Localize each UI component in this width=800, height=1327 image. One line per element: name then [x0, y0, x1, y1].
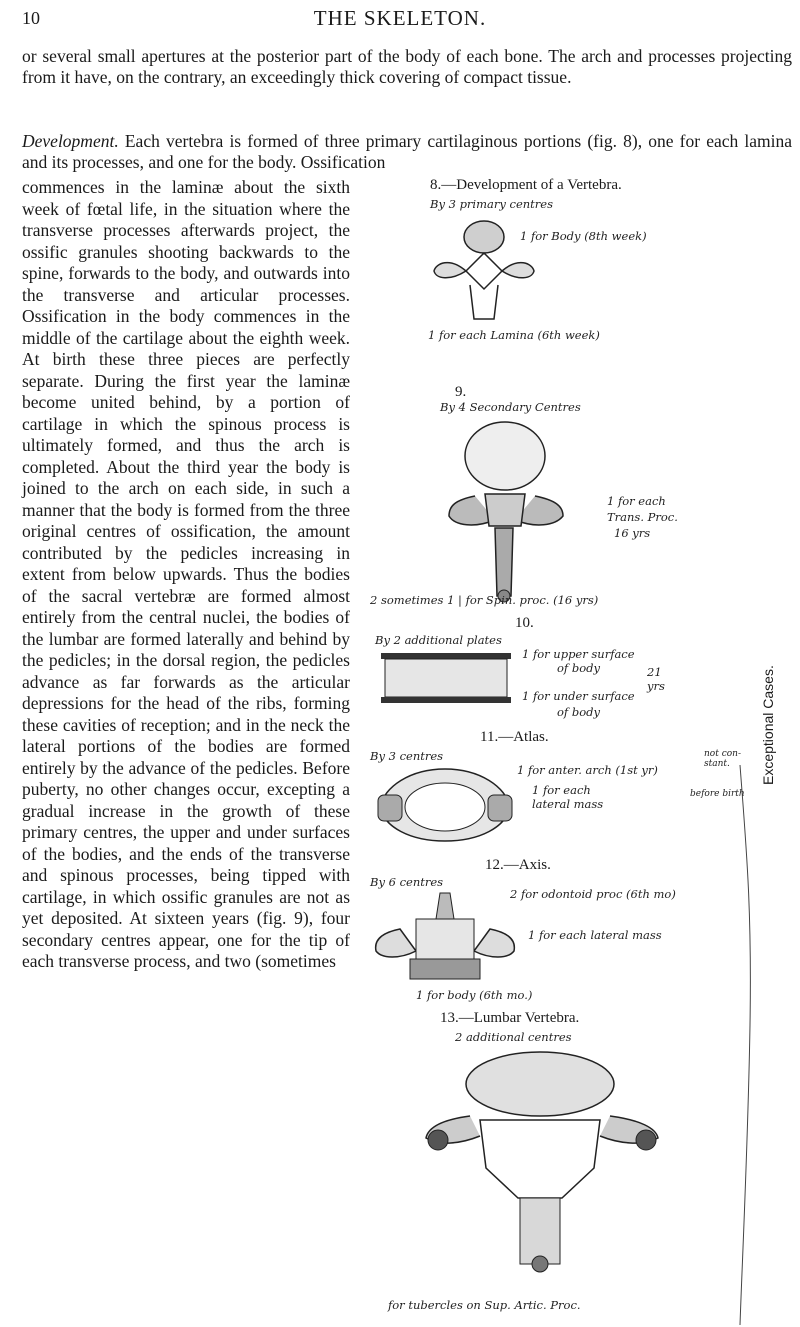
exceptional-cases-bracket	[738, 765, 758, 1325]
figure-12	[370, 857, 750, 1007]
fig10-label-age2: yrs	[647, 679, 665, 693]
fig10-label-under2: of body	[557, 705, 600, 719]
page-title: THE SKELETON.	[313, 6, 487, 30]
fig13-lumbar-drawing	[420, 1048, 680, 1278]
fig11-caption: 11.—Atlas.	[480, 729, 549, 745]
fig9-vertebra-drawing	[445, 416, 585, 616]
fig10-label-age1: 21	[647, 665, 662, 679]
fig11-label-lat2: lateral mass	[532, 797, 604, 811]
fig11-sub: By 3 centres	[370, 749, 444, 763]
column-text: commences in the laminæ about the sixth week of fœtal life, in the situation where the transverse processes afterwards project, the ossific granules shooting backwards to the spine, forwards to the body, and outwards into the transverse and articular processes. Ossification in the body commences in the middle of the cartilage about the eighth week. At birth these three pieces are perfectly separate. During the first year the laminæ become united behind, by a portion of cartilage in which the spinous process is ultimately formed, and thus the arch is completed. About the third year the body is joined to the arch on each side, in such a manner that the body is formed from the three original centres of ossification, the amount contributed by the pedicles increasing in extent from below upwards. Thus the bodies of the sacral vertebræ are formed almost entirely from the central nuclei, the bodies of the lumbar are formed laterally and behind by the pedicles; in the dorsal region, the pedicles advance as far forwards as the articular depressions for the head of the ribs, forming these cavities of reception; and in the neck the lateral portions of the bodies are formed entirely by the advance of the pedicles. Before puberty, no other changes occur, excepting a gradual increase in the growth of these primary centres, the upper and under surfaces of the bodies, and the ends of the transverse and spinous processes, being tipped with cartilage, in which ossific granules are not as yet deposited. At sixteen years (fig. 9), four secondary centres appear, one for the tip of each transverse process, and two (sometimes	[22, 177, 350, 971]
fig8-caption: 8.—Development of a Vertebra.	[430, 177, 622, 193]
fig9-number: 9.	[455, 384, 467, 400]
sidebar-label	[756, 655, 786, 785]
fig10-sub: By 2 additional plates	[375, 633, 502, 647]
fig12-label-odont: 2 for odontoid proc (6th mo)	[510, 887, 676, 901]
fig9-label-trans2: Trans. Proc.	[607, 510, 678, 524]
development-text: Each vertebra is formed of three primary cartilaginous portions (fig. 8), one for each lamina and its processes, and one for the body. Ossification	[22, 131, 793, 173]
figure-13	[380, 1010, 740, 1320]
fig13-caption: 13.—Lumbar Vertebra.	[440, 1010, 580, 1026]
fig8-label-lamina: 1 for each Lamina (6th week)	[428, 328, 600, 342]
fig13-sub: 2 additional centres	[455, 1030, 572, 1044]
fig10-body-drawing	[377, 649, 517, 709]
figure-10	[375, 615, 755, 725]
fig9-label-trans1: 1 for each	[607, 494, 666, 508]
fig12-sub: By 6 centres	[370, 875, 444, 889]
sidebar-label-text: Exceptional Cases.	[760, 665, 776, 785]
fig11-label-ant: 1 for anter. arch (1st yr)	[517, 763, 658, 777]
fig10-label-upper1: 1 for upper surface	[522, 647, 635, 661]
fig11-label-birth: before birth	[690, 789, 745, 799]
fig12-label-body: 1 for body (6th mo.)	[416, 988, 533, 1002]
figure-8	[390, 177, 750, 377]
fig9-label-trans3: 16 yrs	[614, 526, 651, 540]
figure-9	[370, 350, 750, 610]
fig9-label-spin: 2 sometimes 1 | for Spin. proc. (16 yrs)	[370, 593, 599, 607]
fig8-sub: By 3 primary centres	[430, 197, 554, 211]
fig11-label-lat1: 1 for each	[532, 783, 591, 797]
figure-11	[370, 729, 750, 847]
page-number: 10	[22, 8, 40, 28]
fig10-label-under1: 1 for under surface	[522, 689, 635, 703]
fig10-label-upper2: of body	[557, 661, 600, 675]
fig9-sub: By 4 Secondary Centres	[440, 400, 581, 414]
fig11-label-notconstant: not con- stant.	[704, 749, 741, 769]
development-heading: Development.	[22, 131, 119, 151]
fig12-axis-drawing	[370, 889, 520, 989]
fig10-number: 10.	[515, 615, 534, 631]
fig12-label-lat: 1 for each lateral mass	[528, 928, 662, 942]
paragraph-development	[22, 131, 792, 174]
fig11-atlas-drawing	[370, 763, 520, 845]
paragraph-intro: or several small apertures at the posterior part of the body of each bone. The arch and processes projecting from it have, on the contrary, an exceedingly thick covering of compact tissue.	[22, 46, 792, 88]
fig12-caption: 12.—Axis.	[485, 857, 551, 873]
fig8-label-body: 1 for Body (8th week)	[520, 229, 647, 243]
fig13-label-tub: for tubercles on Sup. Artic. Proc.	[388, 1298, 581, 1312]
text-column	[22, 177, 350, 973]
